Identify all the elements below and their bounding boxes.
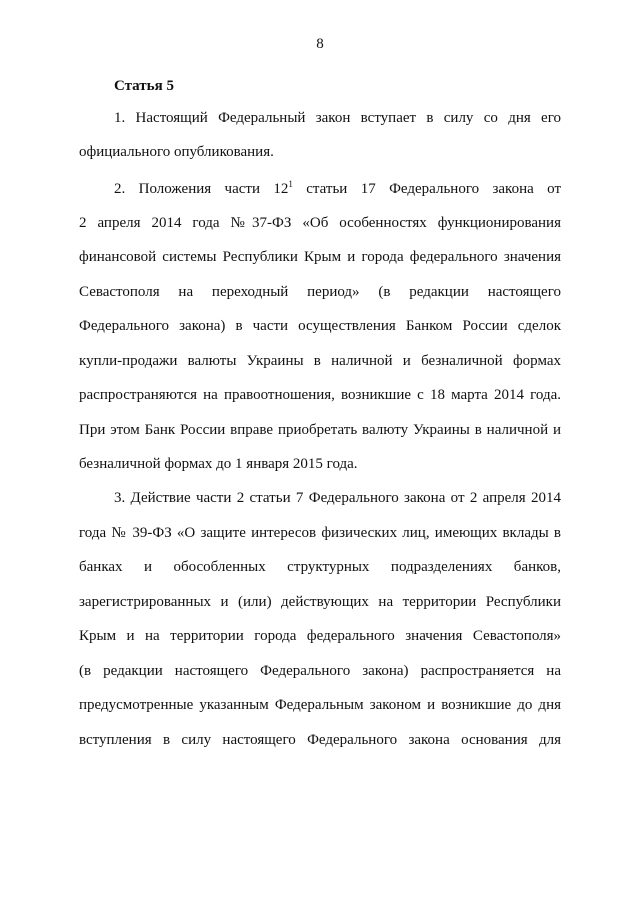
paragraph-1-line-1: 1. Настоящий Федеральный закон вступает в силу со дня его <box>114 110 561 126</box>
paragraph-2-line-4: Севастополя на переходный период» (в редакции настоящего <box>79 284 561 300</box>
paragraph-3-line-2: года № 39-ФЗ «О защите интересов физических лиц, имеющих вклады в <box>79 525 561 541</box>
paragraph-2-line-1-rest: статьи 17 Федерального закона от <box>292 181 562 197</box>
paragraph-2-line-1 <box>114 180 561 198</box>
paragraph-3-line-4: зарегистрированных и (или) действующих на территории Республики <box>79 594 561 610</box>
paragraph-2-line-6: купли-продажи валюты Украины в наличной и безналичной формах <box>79 353 561 369</box>
paragraph-1-line-2: официального опубликования. <box>79 144 274 160</box>
paragraph-3-line-7: предусмотренные указанным Федеральным законом и возникшие до дня <box>79 697 561 713</box>
paragraph-3-line-6: (в редакции настоящего Федерального закона) распространяется на <box>79 663 561 679</box>
superscript-index: 1 <box>288 179 293 189</box>
paragraph-2-line-1-text: 2. Положения части 12 <box>114 181 289 197</box>
paragraph-2-line-8: При этом Банк России вправе приобретать валюту Украины в наличной и <box>79 422 561 438</box>
paragraph-3-line-3: банках и обособленных структурных подразделениях банков, <box>79 559 561 575</box>
paragraph-3-line-1: 3. Действие части 2 статьи 7 Федерального закона от 2 апреля 2014 <box>114 490 561 506</box>
paragraph-2-line-9: безналичной формах до 1 января 2015 года. <box>79 456 358 472</box>
paragraph-2-line-5: Федерального закона) в части осуществления Банком России сделок <box>79 318 561 334</box>
paragraph-2-line-3: финансовой системы Республики Крым и города федерального значения <box>79 249 561 265</box>
article-heading: Статья 5 <box>114 78 174 94</box>
page-number: 8 <box>316 36 324 52</box>
paragraph-3-line-5: Крым и на территории города федерального значения Севастополя» <box>79 628 561 644</box>
paragraph-2-line-2: 2 апреля 2014 года №37-ФЗ «Об особенностях функционирования <box>79 215 561 231</box>
paragraph-3-line-8: вступления в силу настоящего Федерального закона основания для <box>79 732 561 748</box>
paragraph-2-line-7: распространяются на правоотношения, возникшие с 18 марта 2014 года. <box>79 387 561 403</box>
